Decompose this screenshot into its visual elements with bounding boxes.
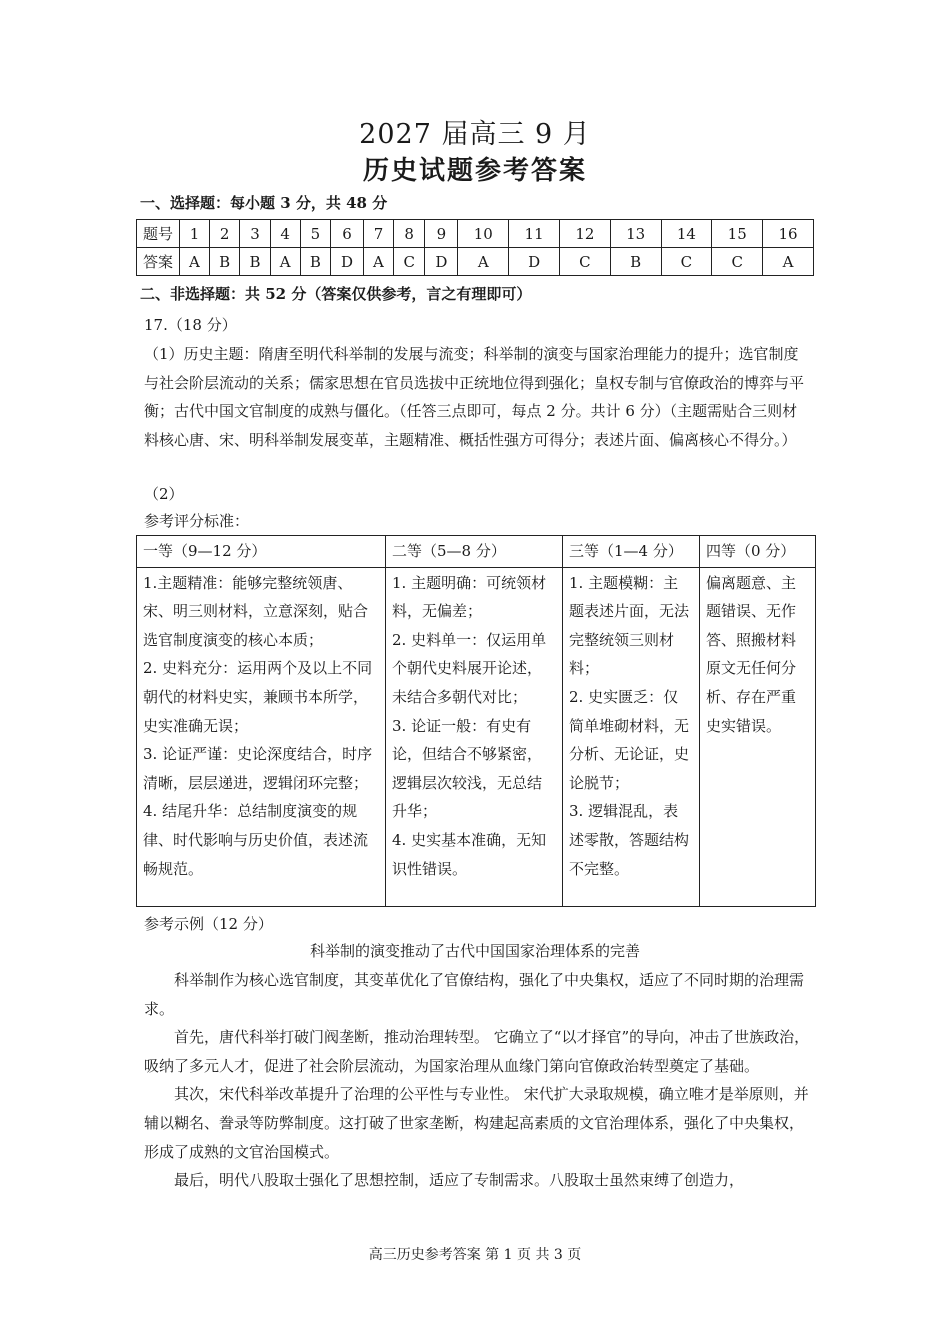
question-number: 10 bbox=[458, 220, 509, 248]
question-number: 11 bbox=[509, 220, 560, 248]
answer-letter: B bbox=[209, 248, 239, 276]
page-footer: 高三历史参考答案 第 1 页 共 3 页 bbox=[368, 1247, 582, 1263]
question-number: 8 bbox=[393, 220, 425, 248]
rubric-header-grade-1: 一等（9—12 分） bbox=[137, 536, 386, 568]
rubric-content-row bbox=[137, 567, 816, 906]
rubric-header-grade-4: 四等（0 分） bbox=[700, 536, 816, 568]
rubric-cell-grade-4: 偏离题意、主题错误、无作答、照搬材料原文无任何分析、存在严重史实错误。 bbox=[700, 567, 816, 906]
answer-letter: A bbox=[270, 248, 300, 276]
question-17-heading: 17.（18 分） bbox=[144, 316, 237, 334]
scoring-standard-label: 参考评分标准： bbox=[144, 512, 250, 530]
sample-paragraph: 其次，宋代科举改革提升了治理的公平性与专业性。 宋代扩大录取规模，确立唯才是举原则，并辅以糊名、誊录等防弊制度。这打破了世家垄断，构建起高素质的文官治理体系，强化了中央集权，形成了成熟的文官治国模式。 bbox=[144, 1085, 809, 1161]
title-line-1: 2027 届高三 9 月 bbox=[359, 119, 591, 150]
answer-letter: B bbox=[610, 248, 661, 276]
answer-letter: A bbox=[364, 248, 394, 276]
rubric-cell-grade-2: 1. 主题明确：可统领材料，无偏差； 2. 史料单一：仅运用单个朝代史料展开论述，未结合多朝代对比； 3. 论证一般：有史有论，但结合不够紧密，逻辑层次较浅，无总结升华； 4. 史实基本准确，无知识性错误。 bbox=[386, 567, 563, 906]
question-number: 6 bbox=[331, 220, 364, 248]
question-number: 16 bbox=[763, 220, 814, 248]
rubric-header-row bbox=[137, 536, 816, 568]
section-2-heading: 二、非选择题：共 52 分（答案仅供参考，言之有理即可） bbox=[140, 285, 532, 303]
question-number: 1 bbox=[180, 220, 210, 248]
question-number-row bbox=[137, 220, 814, 248]
sample-answer-label: 参考示例（12 分） bbox=[144, 915, 273, 933]
row-label-answer: 答案 bbox=[137, 248, 180, 276]
answer-letter: A bbox=[180, 248, 210, 276]
question-number: 4 bbox=[270, 220, 300, 248]
answer-key-table bbox=[136, 219, 814, 276]
grading-rubric-table bbox=[136, 535, 816, 907]
answer-letter: D bbox=[509, 248, 560, 276]
question-17-part-2: （2） bbox=[144, 485, 184, 503]
question-number: 15 bbox=[712, 220, 763, 248]
answer-letter: D bbox=[425, 248, 458, 276]
row-label-number: 题号 bbox=[137, 220, 180, 248]
question-number: 3 bbox=[240, 220, 270, 248]
answer-letter: A bbox=[458, 248, 509, 276]
sample-essay-body bbox=[144, 966, 812, 1195]
answer-letter: B bbox=[300, 248, 330, 276]
question-number: 13 bbox=[610, 220, 661, 248]
rubric-cell-grade-1: 1.主题精准：能够完整统领唐、宋、明三则材料，立意深刻，贴合选官制度演变的核心本质； 2. 史料充分：运用两个及以上不同朝代的材料史实，兼顾书本所学，史实准确无误； 3. 论证严谨：史论深度结合，时序清晰，层层递进，逻辑闭环完整； 4. 结尾升华：总结制度演变的规律、时代影响与历史价值，表述流畅规范。 bbox=[137, 567, 386, 906]
sample-paragraph: 最后，明代八股取士强化了思想控制，适应了专制需求。八股取士虽然束缚了创造力， bbox=[174, 1171, 745, 1190]
question-number: 12 bbox=[559, 220, 610, 248]
sample-paragraph: 科举制作为核心选官制度，其变革优化了官僚结构，强化了中央集权，适应了不同时期的治理需求。 bbox=[144, 971, 805, 1018]
question-17-part-1: （1）历史主题：隋唐至明代科举制的发展与流变；科举制的演变与国家治理能力的提升；选官制度与社会阶层流动的关系；儒家思想在官员选拔中正统地位得到强化；皇权专制与官僚政治的博弈与平衡；古代中国文官制度的成熟与僵化。（任答三点即可，每点 2 分。共计 6 分）（主题需贴合三则材料核心唐、宋、明科举制发展变革，主题精准、概括性强方可得分；表述片面、偏离核心不得分。） bbox=[144, 345, 805, 449]
answer-letter: B bbox=[240, 248, 270, 276]
sample-essay-title: 科举制的演变推动了古代中国国家治理体系的完善 bbox=[309, 942, 640, 960]
answer-letter: D bbox=[331, 248, 364, 276]
sample-paragraph: 首先，唐代科举打破门阀垄断，推动治理转型。 它确立了“以才择官”的导向，冲击了世族政治，吸纳了多元人才，促进了社会阶层流动，为国家治理从血缘门第向官僚政治转型奠定了基础。 bbox=[144, 1028, 810, 1075]
answer-letter: C bbox=[661, 248, 712, 276]
answer-letter: C bbox=[559, 248, 610, 276]
rubric-cell-grade-3: 1. 主题模糊：主题表述片面，无法完整统领三则材料； 2. 史实匮乏：仅简单堆砌材料，无分析、无论证，史论脱节； 3. 逻辑混乱，表述零散，答题结构不完整。 bbox=[563, 567, 700, 906]
answer-letter: C bbox=[393, 248, 425, 276]
answer-row bbox=[137, 248, 814, 276]
question-number: 7 bbox=[364, 220, 394, 248]
section-1-heading: 一、选择题：每小题 3 分，共 48 分 bbox=[140, 194, 388, 212]
answer-letter: C bbox=[712, 248, 763, 276]
title-line-2: 历史试题参考答案 bbox=[362, 156, 587, 186]
question-number: 5 bbox=[300, 220, 330, 248]
question-number: 9 bbox=[425, 220, 458, 248]
question-number: 2 bbox=[209, 220, 239, 248]
rubric-header-grade-2: 二等（5—8 分） bbox=[386, 536, 563, 568]
question-number: 14 bbox=[661, 220, 712, 248]
rubric-header-grade-3: 三等（1—4 分） bbox=[563, 536, 700, 568]
answer-letter: A bbox=[763, 248, 814, 276]
